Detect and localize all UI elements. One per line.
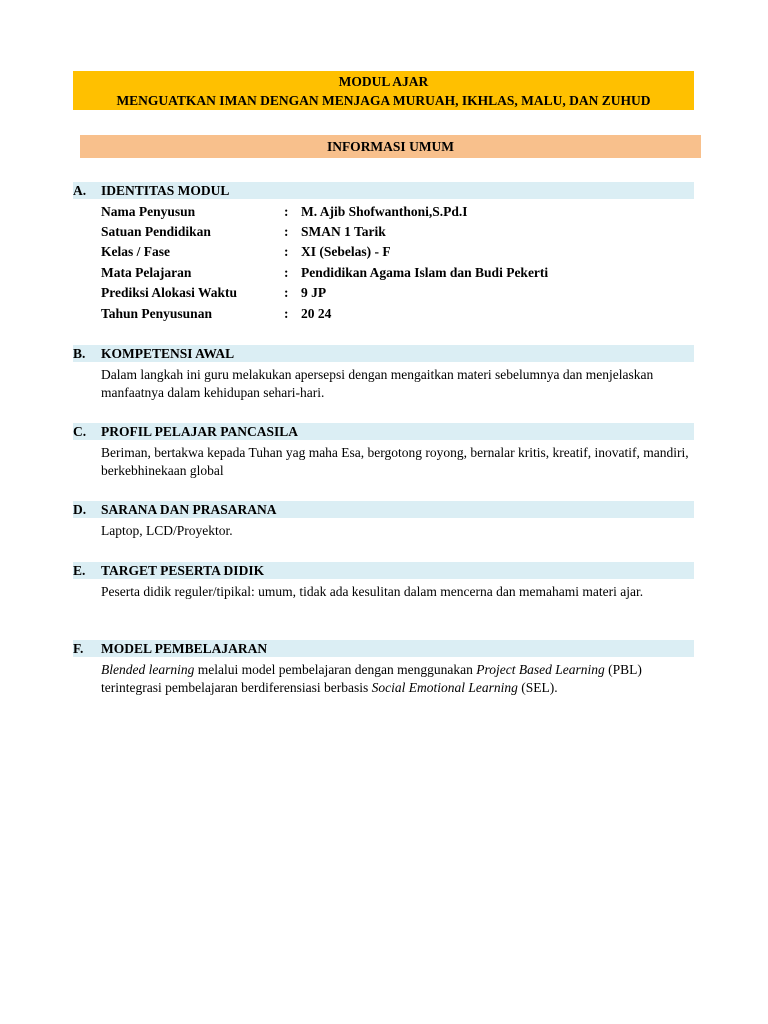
general-info-title: INFORMASI UMUM xyxy=(326,139,455,154)
section-f-text-part: (PBL) terintegrasi pembelajaran berdiferensiasi berbasis xyxy=(101,662,642,695)
identity-colon: : xyxy=(284,285,289,300)
section-e-text: Peserta didik reguler/tipikal: umum, tidak ada kesulitan dalam mencerna dan memahami materi ajar. xyxy=(101,584,644,599)
blended-learning-term: Blended learning xyxy=(101,662,195,677)
section-c-letter: C. xyxy=(73,424,87,439)
identity-label: Kelas / Fase xyxy=(101,244,170,259)
section-f-letter: F. xyxy=(73,641,84,656)
module-title: MODUL AJAR xyxy=(338,74,429,89)
identity-label: Tahun Penyusunan xyxy=(101,306,212,321)
section-a-header xyxy=(73,182,694,199)
section-d-header xyxy=(73,501,694,518)
section-f-text-part: (SEL). xyxy=(517,679,558,695)
identity-value: XI (Sebelas) - F xyxy=(301,244,391,259)
identity-colon: : xyxy=(284,224,289,239)
identity-colon: : xyxy=(284,204,289,219)
identity-colon: : xyxy=(284,265,289,280)
identity-label: Satuan Pendidikan xyxy=(101,224,211,239)
section-e-header xyxy=(73,562,694,579)
section-d-title: SARANA DAN PRASARANA xyxy=(101,502,277,517)
identity-value: 9 JP xyxy=(301,285,327,300)
identity-colon: : xyxy=(284,306,289,321)
identity-value: 20 24 xyxy=(301,306,332,321)
section-f-text-part: melalui model pembelajaran dengan menggunakan xyxy=(194,662,477,677)
general-info-banner xyxy=(80,135,701,158)
identity-label: Mata Pelajaran xyxy=(101,265,192,280)
section-a-title: IDENTITAS MODUL xyxy=(101,183,230,198)
section-e-title: TARGET PESERTA DIDIK xyxy=(101,563,265,578)
identity-colon: : xyxy=(284,244,289,259)
section-f-text xyxy=(101,661,696,696)
section-b-letter: B. xyxy=(73,346,86,361)
section-a-letter: A. xyxy=(73,183,87,198)
section-c-header xyxy=(73,423,694,440)
section-e-letter: E. xyxy=(73,563,86,578)
identity-value: M. Ajib Shofwanthoni,S.Pd.I xyxy=(301,204,468,219)
section-b-text: Dalam langkah ini guru melakukan apersepsi dengan mengaitkan materi sebelumnya dan menjelaskan manfaatnya dalam kehidupan sehari-hari. xyxy=(101,367,654,400)
section-d-letter: D. xyxy=(73,502,87,517)
identity-value: Pendidikan Agama Islam dan Budi Pekerti xyxy=(301,265,549,280)
sel-term: Social Emotional Learning xyxy=(371,679,518,695)
module-title-banner xyxy=(73,71,694,110)
identity-value: SMAN 1 Tarik xyxy=(301,224,386,239)
section-f-title: MODEL PEMBELAJARAN xyxy=(101,641,268,656)
section-c-title: PROFIL PELAJAR PANCASILA xyxy=(101,424,299,439)
identity-label: Nama Penyusun xyxy=(101,204,196,219)
section-f-header xyxy=(73,640,694,657)
identity-label: Prediksi Alokasi Waktu xyxy=(101,285,238,300)
section-b-header xyxy=(73,345,694,362)
pbl-term: Project Based Learning xyxy=(476,662,605,677)
section-c-text: Beriman, bertakwa kepada Tuhan yag maha Esa, bergotong royong, bernalar kritis, kreatif, inovatif, mandiri, berkebhinekaan global xyxy=(101,445,689,478)
section-b-title: KOMPETENSI AWAL xyxy=(101,346,235,361)
section-d-text: Laptop, LCD/Proyektor. xyxy=(101,523,233,538)
module-subtitle: MENGUATKAN IMAN DENGAN MENJAGA MURUAH, IKHLAS, MALU, DAN ZUHUD xyxy=(116,93,651,108)
